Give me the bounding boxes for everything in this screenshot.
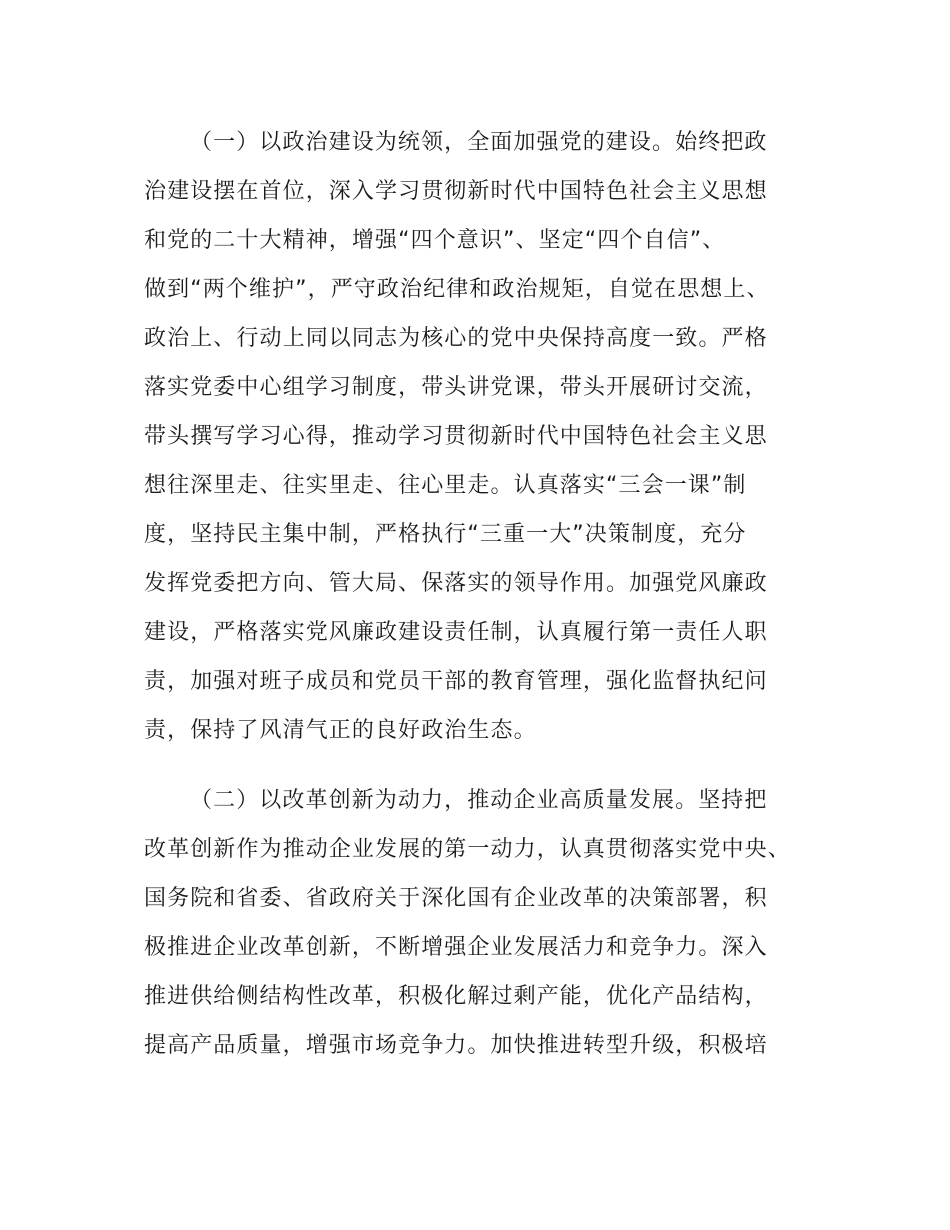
text-line: 度，坚持民主集中制，严格执行“三重一大”决策制度，充分	[144, 522, 747, 547]
text-line: 提高产品质量，增强市场竞争力。加快推进转型升级，积极培	[144, 1033, 768, 1058]
text-line: 落实党委中心组学习制度，带头讲党课，带头开展研讨交流，	[144, 375, 768, 400]
text-line: （一）以政治建设为统领，全面加强党的建设。始终把政	[190, 130, 768, 155]
text-line: （二）以改革创新为动力，推动企业高质量发展。坚持把	[190, 788, 768, 813]
text-line: 国务院和省委、省政府关于深化国有企业改革的决策部署，积	[144, 886, 768, 911]
text-line: 极推进企业改革创新，不断增强企业发展活力和竞争力。深入	[144, 935, 768, 960]
text-line: 治建设摆在首位，深入学习贯彻新时代中国特色社会主义思想	[144, 179, 768, 204]
text-line: 做到“两个维护”，严守政治纪律和政治规矩，自觉在思想上、	[144, 277, 770, 302]
text-line: 建设，严格落实党风廉政建设责任制，认真履行第一责任人职	[144, 620, 768, 645]
text-line: 带头撰写学习心得，推动学习贯彻新时代中国特色社会主义思	[144, 424, 768, 449]
text-line: 发挥党委把方向、管大局、保落实的领导作用。加强党风廉政	[144, 571, 768, 596]
text-line: 改革创新作为推动企业发展的第一动力，认真贯彻落实党中央、	[144, 837, 791, 862]
text-line: 政治上、行动上同以同志为核心的党中央保持高度一致。严格	[144, 326, 768, 351]
text-line: 和党的二十大精神，增强“四个意识”、坚定“四个自信”、	[144, 228, 726, 253]
text-line: 推进供给侧结构性改革，积极化解过剩产能，优化产品结构，	[144, 984, 768, 1009]
text-line: 想往深里走、往实里走、往心里走。认真落实“三会一课”制	[144, 473, 747, 498]
text-line: 责，加强对班子成员和党员干部的教育管理，强化监督执纪问	[144, 669, 768, 694]
text-line: 责，保持了风清气正的良好政治生态。	[144, 718, 537, 743]
